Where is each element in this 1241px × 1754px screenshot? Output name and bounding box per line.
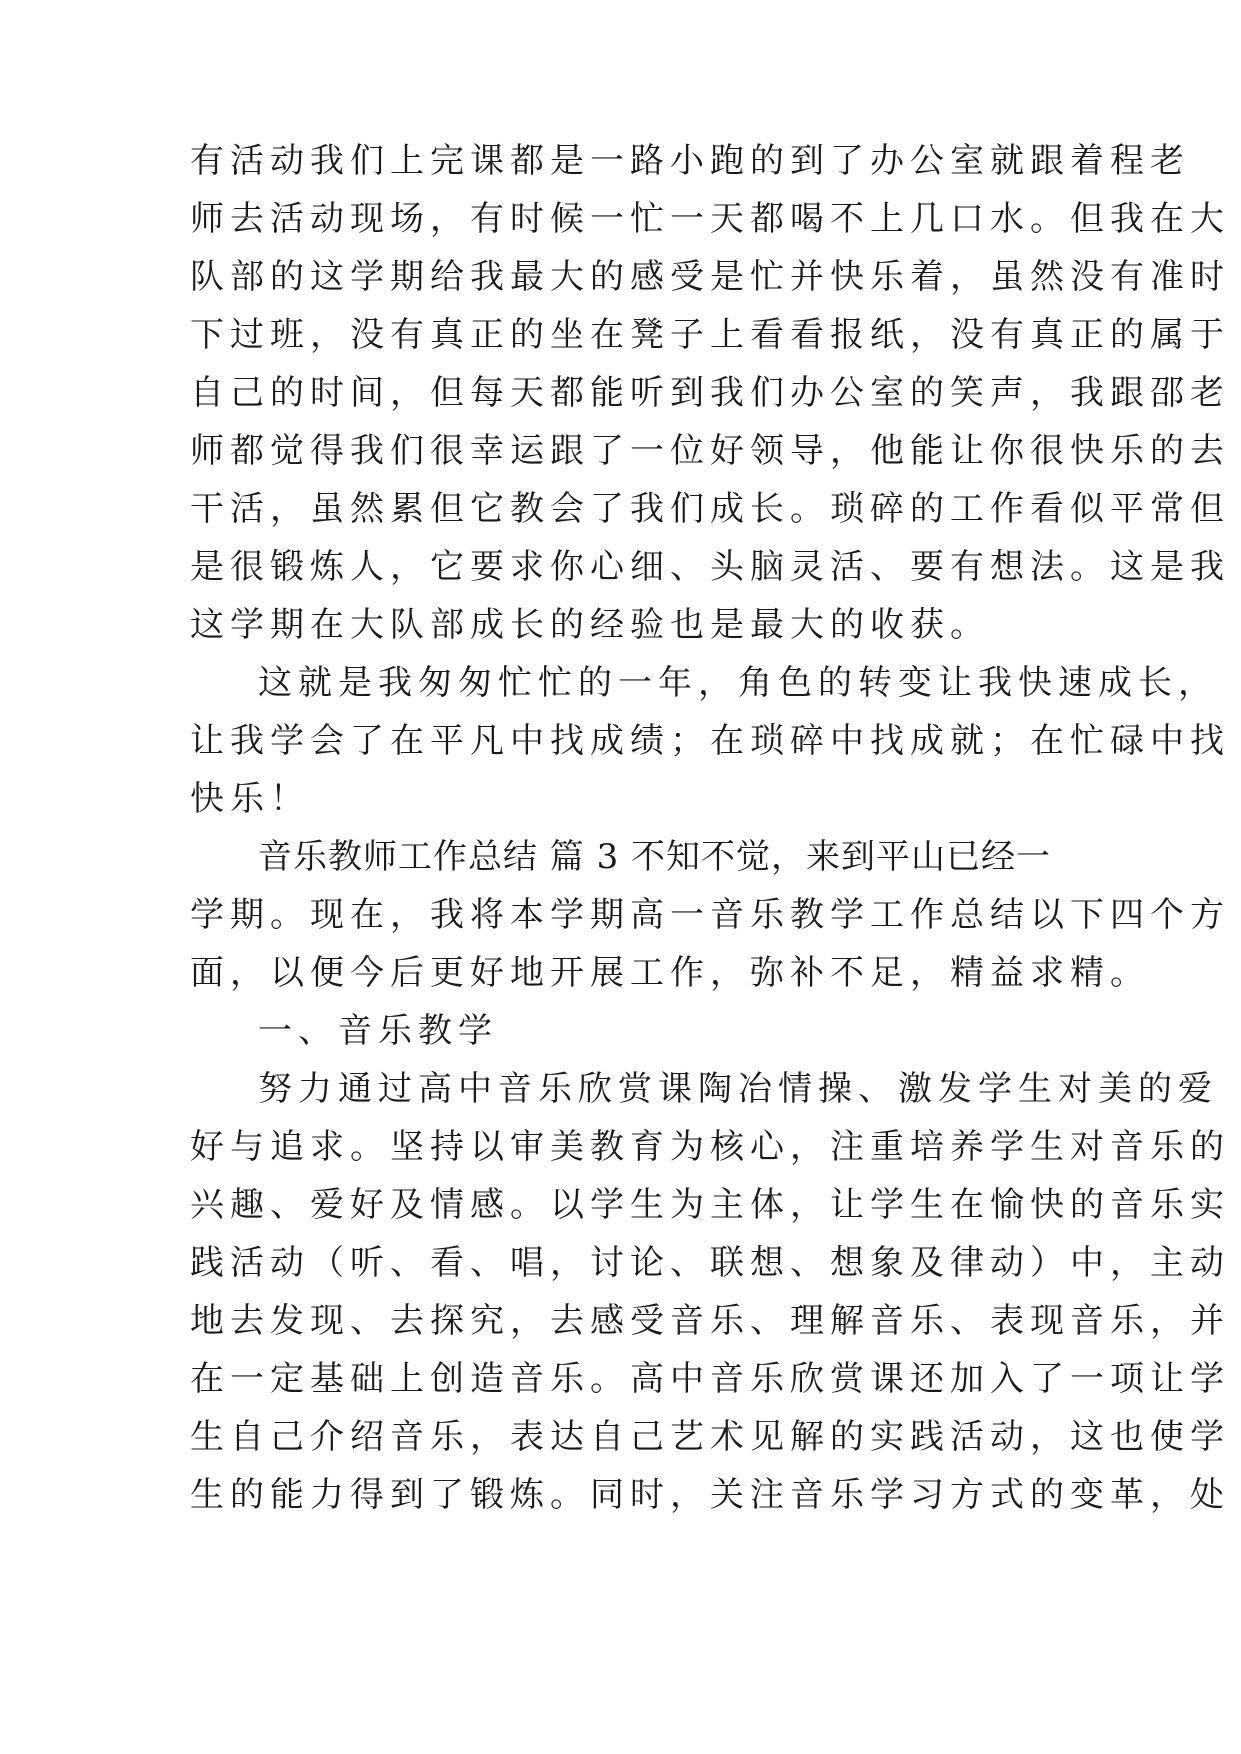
paragraph-line: 让我学会了在平凡中找成绩；在琐碎中找成就；在忙碌中找 <box>190 721 1230 761</box>
paragraph-line: 队部的这学期给我最大的感受是忙并快乐着，虽然没有准时 <box>190 257 1230 297</box>
paragraph-line: 践活动（听、看、唱，讨论、联想、想象及律动）中，主动 <box>190 1243 1230 1283</box>
paragraph-line: 兴趣、爱好及情感。以学生为主体，让学生在愉快的音乐实 <box>190 1185 1230 1225</box>
paragraph-line: 地去发现、去探究，去感受音乐、理解音乐、表现音乐，并 <box>190 1301 1230 1341</box>
subheading: 一、音乐教学 <box>258 1011 498 1051</box>
paragraph-line: 干活，虽然累但它教会了我们成长。琐碎的工作看似平常但 <box>190 489 1230 529</box>
paragraph-line: 学期。现在，我将本学期高一音乐教学工作总结以下四个方 <box>190 895 1230 935</box>
paragraph-line: 生自己介绍音乐，表达自己艺术见解的实践活动，这也使学 <box>190 1417 1230 1457</box>
paragraph-line: 师去活动现场，有时候一忙一天都喝不上几口水。但我在大 <box>190 199 1230 239</box>
paragraph-line: 师都觉得我们很幸运跟了一位好领导，他能让你很快乐的去 <box>190 431 1230 471</box>
paragraph-line: 努力通过高中音乐欣赏课陶冶情操、激发学生对美的爱 <box>258 1069 1218 1109</box>
paragraph-line: 这就是我匆匆忙忙的一年，角色的转变让我快速成长， <box>258 663 1218 703</box>
paragraph-line: 是很锻炼人，它要求你心细、头脑灵活、要有想法。这是我 <box>190 547 1230 587</box>
paragraph-line: 下过班，没有真正的坐在凳子上看看报纸，没有真正的属于 <box>190 315 1230 355</box>
paragraph-line: 这学期在大队部成长的经验也是最大的收获。 <box>190 605 990 645</box>
paragraph-line: 有活动我们上完课都是一路小跑的到了办公室就跟着程老 <box>190 141 1190 181</box>
paragraph-line: 快乐！ <box>190 779 310 819</box>
paragraph-line: 好与追求。坚持以审美教育为核心，注重培养学生对音乐的 <box>190 1127 1230 1167</box>
section-heading-line: 音乐教师工作总结 篇 3 不知不觉，来到平山已经一 <box>258 837 1052 877</box>
paragraph-line: 面，以便今后更好地开展工作，弥补不足，精益求精。 <box>190 953 1150 993</box>
paragraph-line: 在一定基础上创造音乐。高中音乐欣赏课还加入了一项让学 <box>190 1359 1230 1399</box>
paragraph-line: 生的能力得到了锻炼。同时，关注音乐学习方式的变革，处 <box>190 1475 1230 1515</box>
paragraph-line: 自己的时间，但每天都能听到我们办公室的笑声，我跟邵老 <box>190 373 1230 413</box>
